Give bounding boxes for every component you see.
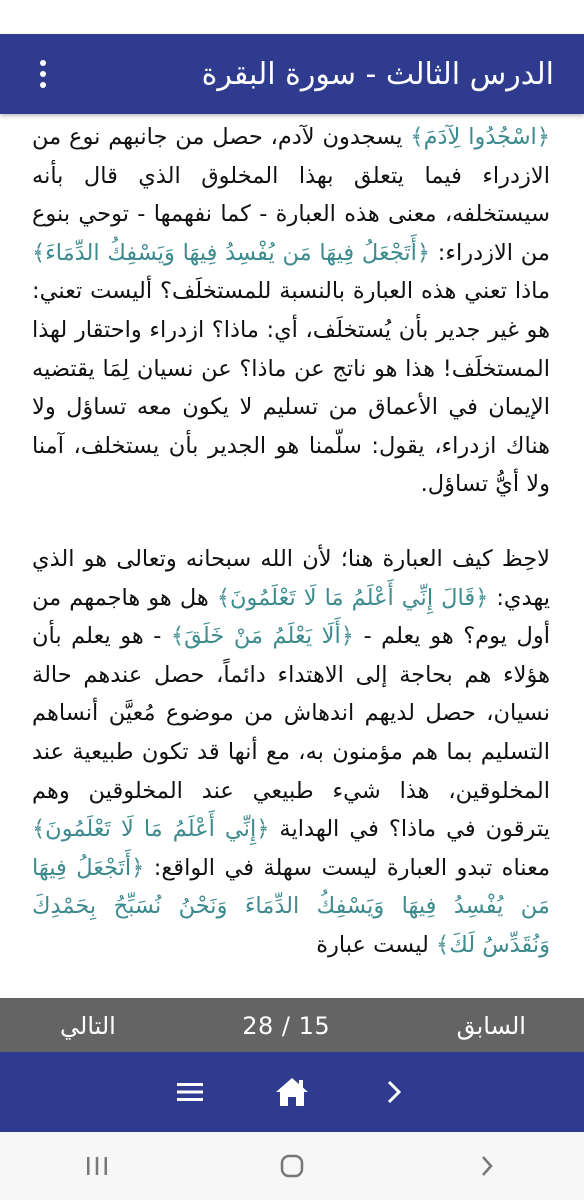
paragraph-2: [0, 540, 584, 965]
text-segment: لاحِظ كيف العبارة هنا؛ لأن الله سبحانه وتعالى هو الذي يهدي:: [32, 545, 550, 611]
more-vert-icon[interactable]: [28, 54, 58, 94]
quran-verse: ﴿أَتَجْعَلُ فِيهَا مَن يُفْسِدُ فِيهَا وَيَسْفِكُ الدِّمَاءَ﴾: [32, 239, 431, 266]
status-bar: [0, 0, 584, 34]
home-icon[interactable]: [269, 1069, 315, 1115]
text-segment: هل هو هاجمهم من أول يوم؟ هو يعلم -: [32, 584, 550, 650]
page-separator: /: [273, 1012, 299, 1040]
page-indicator: [242, 1012, 330, 1040]
chevron-right-icon[interactable]: [371, 1069, 417, 1115]
back-icon[interactable]: [457, 1146, 517, 1186]
hamburger-menu-icon[interactable]: [167, 1069, 213, 1115]
current-page: 15: [298, 1012, 331, 1040]
previous-button[interactable]: السابق: [456, 1012, 526, 1040]
system-home-icon[interactable]: [262, 1146, 322, 1186]
quran-verse: ﴿أَلَا يَعْلَمُ مَنْ خَلَقَ﴾: [170, 623, 354, 650]
app-bar: [0, 34, 584, 114]
paragraph-1: [0, 118, 584, 504]
quran-verse: ﴿اسْجُدُوا لِآدَمَ﴾: [410, 124, 550, 150]
page-title: الدرس الثالث - سورة البقرة: [201, 56, 554, 92]
text-segment: ماذا تعني هذه العبارة بالنسبة للمستخلَف؟ أليست تعني: هو غير جدير بأن يُستخلَف، أي: ماذا؟ ازدراء واحتقار لهذا المستخلَف! هذا هو ناتج عن ماذا؟ عن نسيان لِمَا يقتضيه الإيمان في الأعماق من تسليم لا يكون معه تساؤل ولا هناك ازدراء، يقول: سلّمنا هو الجدير بأن يستخلف، آمنا ولا أيُّ تساؤل.: [32, 278, 550, 498]
pager-overlay: [0, 998, 584, 1054]
system-navigation-bar: [0, 1132, 584, 1200]
bottom-navigation: [0, 1052, 584, 1132]
quran-verse: ﴿إِنِّي أَعْلَمُ مَا لَا تَعْلَمُونَ﴾: [32, 816, 270, 843]
text-segment: معناه تبدو العبارة ليست سهلة في الواقع:: [144, 854, 550, 881]
quran-verse: ﴿قَالَ إِنِّي أَعْلَمُ مَا لَا تَعْلَمُونَ﴾: [216, 584, 489, 611]
lesson-content[interactable]: [0, 114, 584, 1024]
text-segment: ليست عبارة: [316, 931, 437, 958]
next-button[interactable]: التالي: [60, 1012, 116, 1040]
text-segment: يسجدون لآدم، حصل من جانبهم نوع من الازدراء فيما يتعلق بهذا المخلوق الذي قال بأنه سيستخلفه، معنى هذه العبارة - كما نفهمها - توحي بنوع من الازدراء:: [32, 124, 550, 266]
quran-verse: ﴿أَتَجْعَلُ فِيهَا مَن يُفْسِدُ فِيهَا وَيَسْفِكُ الدِّمَاءَ وَنَحْنُ نُسَبِّحُ بِحَمْدِكَ وَنُقَدِّسُ لَكَ﴾: [32, 854, 550, 958]
total-pages: 28: [242, 1012, 274, 1040]
text-segment: - هو يعلم بأن هؤلاء هم بحاجة إلى الاهتداء دائماً، حصل عندهم حالة نسيان، حصل لديهم اندهاش من موضوع مُعيَّن أنساهم التسليم بما هم مؤمنون به، مع أنها قد تكون طبيعية عند المخلوقين، هذا شيء طبيعي عند المخلوقين وهم يترقون في ماذا؟ في الهداية: [32, 623, 550, 843]
recents-icon[interactable]: [67, 1146, 127, 1186]
